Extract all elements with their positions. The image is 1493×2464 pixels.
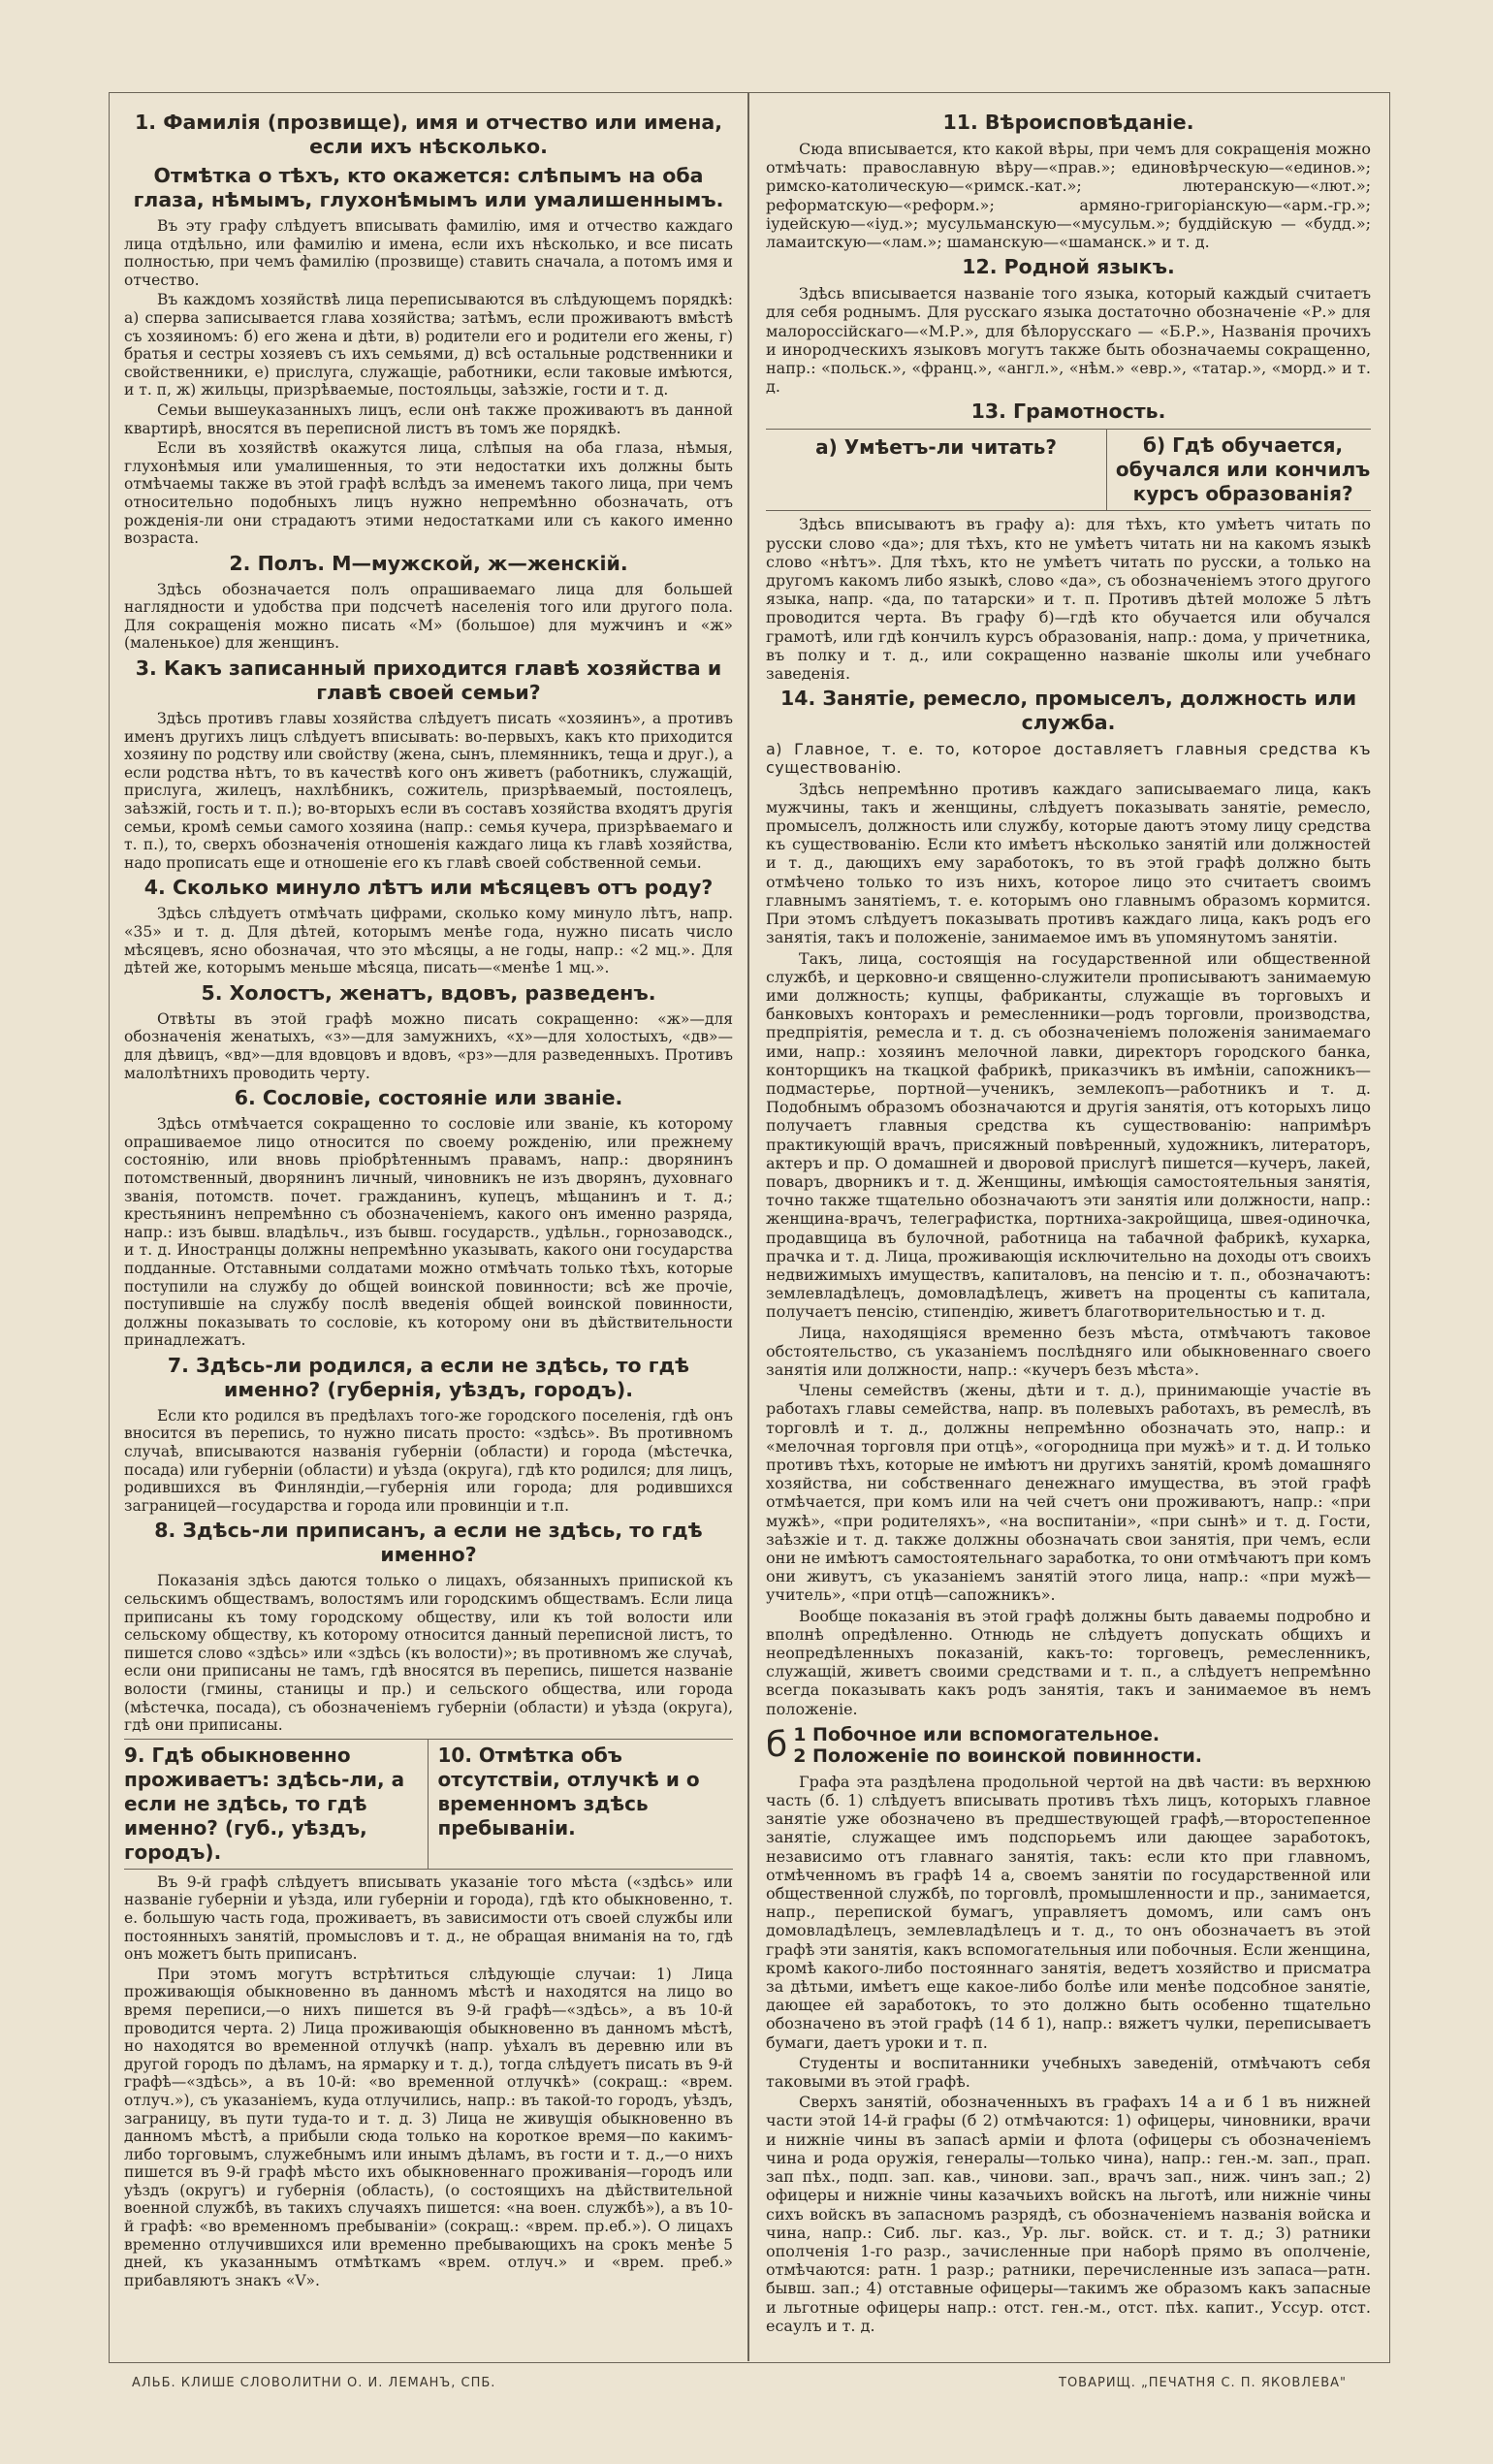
section-7-paragraph: Если кто родился въ предѣлахъ того-же городского поселенія, гдѣ онъ вносится въ перепись, то нужно писать просто: «здѣсь». Въ противномъ случаѣ, вписываются названія губерніи (области) и города (мѣстечка, посада) или губерніи (области) и уѣзда (округа), гдѣ кто родился; для лицъ, родившихся въ Финляндіи,—губернія или города; для родившихся заграницей—государства и города или провинціи и т.п. <box>124 1406 733 1515</box>
sections-9-10-header <box>124 1739 733 1870</box>
section-1-title: 1. Фамилія (прозвище), имя и отчество или имена, если ихъ нѣсколько. <box>135 111 722 158</box>
section-2-paragraph: Здѣсь обозначается полъ опрашиваемаго лица для большей наглядности и удобства при подсчетѣ населенія того или другого пола. Для сокращенія можно писать «М» (большое) для мужчинъ и «ж» (маленькое) для женщинъ. <box>124 580 733 653</box>
section-13-title: 13. Грамотность. <box>970 400 1166 424</box>
section-14-paragraph: Такъ, лица, состоящія на государственной или общественной службѣ, и церковно-и священно-служители прописываютъ занимаемую ими должность; купцы, фабриканты, служащіе въ торговыхъ и банковыхъ конторахъ и ремесленники—родъ торговли, производства, предпріятія, ремесла и т. д. съ обозначеніемъ положенія занимаемаго ими, напр.: хозяинъ мелочной лавки, директоръ городского банка, конторщикъ на ткацкой фабрикѣ, приказчикъ въ имѣніи, сапожникъ—подмастерье, портной—ученикъ, землекопъ—работникъ и т. д. Подобнымъ образомъ обозначаются и другія занятія, отъ которыхъ лицо получаетъ главныя средства къ существованію: напримѣръ практикующій врачъ, присяжный повѣренный, художникъ, литераторъ, актеръ и пр. О домашней и дворовой прислугѣ пишется—кучеръ, лакей, поваръ, дворникъ и т. д. Женщины, имѣющія самостоятельныя занятія, точно также тщательно обозначаютъ эти занятія или должности, напр.: женщина-врачъ, телеграфистка, портниха-закройщица, швея-одиночка, продавщица въ булочной, работница на табачной фабрикѣ, кухарка, прачка и т. д. Лица, проживающія исключительно на доходы отъ своихъ недвижимыхъ имуществъ, капиталовъ, на пенсію и т. п., обозначаютъ: землевладѣлецъ, домовладѣлецъ, живетъ на проценты съ капитала, получаетъ пенсію, стипендію, живетъ благотворительностью и т. д. <box>766 948 1371 1322</box>
section-1-paragraph: Семьи вышеуказанныхъ лицъ, если онѣ также проживаютъ въ данной квартирѣ, вносятся въ переписной листъ въ томъ же порядкѣ. <box>124 400 733 437</box>
section-1-paragraph: Въ эту графу слѣдуетъ вписывать фамилію, имя и отчество каждаго лица отдѣльно, или фамилію и имена, если ихъ нѣсколько, и все писать полностью, при чемъ фамилію (прозвище) ставить сначала, а потомъ имя и отчество. <box>124 217 733 289</box>
column-divider <box>747 92 749 2361</box>
section-14-paragraph: Члены семействъ (жены, дѣти и т. д.), принимающіе участіе въ работахъ главы семейства, напр. въ полевыхъ работахъ, въ ремеслѣ, въ торговлѣ и т. д., должны непремѣнно обозначать это, напр.: и «мелочная торговля при отцѣ», «огородница при мужѣ» и т. д. И только противъ тѣхъ, которые не имѣютъ ни другихъ занятій, кромѣ домашняго хозяйства, ни собственнаго денежнаго имущества, въ этой графѣ отмѣчается, при комъ или на чей счетъ они проживаютъ, напр.: «при мужѣ», «при родителяхъ», «на воспитаніи», «при сынѣ» и т. д. Гости, заѣзжіе и т. д. также должны обозначать свои занятія, при чемъ, если они не имѣютъ самостоятельнаго заработка, то они отмѣчаютъ при комъ они живутъ, съ указаніемъ занятій этого лица, напр.: «при мужѣ—учитель», «при отцѣ—сапожникъ». <box>766 1381 1371 1605</box>
section-9-title: 9. Гдѣ обыкновенно проживаетъ: здѣсь-ли, а если не здѣсь, то гдѣ именно? (губ., уѣздъ, городъ). <box>124 1743 405 1864</box>
section-14a-subtitle: а) Главное, т. е. то, которое доставляетъ главныя средства къ существованію. <box>766 740 1371 778</box>
section-14b-subheaders <box>766 1724 1371 1767</box>
section-5-title: 5. Холостъ, женатъ, вдовъ, разведенъ. <box>201 980 656 1005</box>
section-14-title: 14. Занятіе, ремесло, промыселъ, должность или служба. <box>779 687 1357 735</box>
section-3-title: 3. Какъ записанный приходится главѣ хозяйства и главѣ своей семьи? <box>135 656 722 705</box>
section-9-paragraph: При этомъ могутъ встрѣтиться слѣдующіе случаи: 1) Лица проживающія обыкновенно въ данномъ мѣстѣ и находятся на лицо во время переписи,—о нихъ пишется въ 9-й графѣ—«здѣсь», а въ 10-й проводится черта. 2) Лица проживающія обыкновенно въ данномъ мѣстѣ, но находятся во временной отлучкѣ (напр. уѣхалъ въ деревню или въ другой городъ по дѣламъ, на ярмарку и т. д.), тогда слѣдуетъ писать въ 9-й графѣ—«здѣсь», а въ 10-й: «во временной отлучкѣ» (сокращ.: «врем. отлуч.»), съ указаніемъ, куда отлучились, напр.: въ такой-то городъ, уѣздъ, заграницу, въ пути туда-то и т. д. 3) Лица не живущія обыкновенно въ данномъ мѣстѣ, а прибыли сюда только на короткое время—по какимъ-либо торговымъ, служебнымъ или инымъ дѣламъ, въ гости и т. д.,—о нихъ пишется въ 9-й графѣ мѣсто ихъ обыкновеннаго проживанія—городъ или уѣздъ (округъ) и губернія (область), (о состоящихъ на дѣйствительной военной службѣ, въ такихъ случаяхъ пишется: «на воен. службѣ»), а въ 10-й графѣ: «во временномъ пребываніи» (сокращ.: «врем. пр.еб.»). О лицахъ временно отлучившихся или временно пребывающихъ на срокъ менѣе 5 дней, къ указаннымъ отмѣткамъ «врем. отлуч.» и «врем. преб.» прибавляютъ знакъ «V». <box>124 1965 733 2289</box>
section-5-paragraph: Отвѣты въ этой графѣ можно писать сокращенно: «ж»—для обозначенія женатыхъ, «з»—для замужнихъ, «х»—для холостыхъ, «дв»—для дѣвицъ, «вд»—для вдовцовъ и вдовъ, «рз»—для разведенныхъ. Противъ малолѣтнихъ проводить черту. <box>124 1009 733 1082</box>
section-14-paragraph: Вообще показанія въ этой графѣ должны быть даваемы подробно и вполнѣ опредѣленно. Отнюдь не слѣдуетъ допускать общихъ и неопредѣленныхъ показаній, какъ-то: торговецъ, ремесленникъ, служащій, живетъ своими средствами и т. п., а слѣдуетъ непремѣнно всегда показывать какъ родъ занятія, такъ и занимаемое въ немъ положеніе. <box>766 1606 1371 1718</box>
section-12-paragraph: Здѣсь вписывается названіе того языка, который каждый считаетъ для себя роднымъ. Для русскаго языка достаточно обозначеніе «Р.» для малороссійскаго—«М.Р.», для бѣлорусскаго — «Б.Р.», Названія прочихъ и инородческихъ языковъ могутъ также быть обозначаемы сокращенно, напр.: «польск.», «франц.», «англ.», «нѣм.» «евр.», «татар.», «морд.» и т. д. <box>766 284 1371 397</box>
right-column <box>766 107 1371 2354</box>
section-8-title: 8. Здѣсь-ли приписанъ, а если не здѣсь, то гдѣ именно? <box>154 1519 703 1567</box>
section-14b1-title: 1 Побочное или вспомогательное. <box>793 1723 1160 1745</box>
section-8-paragraph: Показанія здѣсь даются только о лицахъ, обязанныхъ припиской къ сельскимъ обществамъ, волостямъ или городскимъ обществамъ. Если лица приписаны къ тому городскому обществу, или къ той волости или сельскому обществу, къ которому относится данный переписной листъ, то пишется слово «здѣсь» или «здѣсь (къ волости)»; въ противномъ же случаѣ, если они приписаны не тамъ, гдѣ вносятся въ перепись, пишется названіе волости (гмины, станицы и пр.) и сельского общества, или города (мѣстечка, посада), съ обозначеніемъ губерніи (области) и уѣзда (округа), гдѣ они приписаны. <box>124 1572 733 1735</box>
section-13a-title: а) Умѣетъ-ли читать? <box>815 435 1058 460</box>
section-7-title: 7. Здѣсь-ли родился, а если не здѣсь, то гдѣ именно? (губернія, уѣздъ, городъ). <box>167 1353 690 1401</box>
section-14-paragraph: Лица, находящіяся временно безъ мѣста, отмѣчаютъ таковое обстоятельство, съ указаніемъ послѣдняго или обыкновеннаго своего занятія или должности, напр.: «кучеръ безъ мѣста». <box>766 1323 1371 1379</box>
section-14b-paragraph: Студенты и воспитанники учебныхъ заведеній, отмѣчаютъ себя таковыми въ этой графѣ. <box>766 2053 1371 2092</box>
section-14-paragraph: Здѣсь непремѣнно противъ каждаго записываемаго лица, какъ мужчины, такъ и женщины, слѣдуетъ показывать занятіе, ремесло, промыселъ, должность или службу, которые даютъ этому лицу средства къ существованію. Если кто имѣетъ нѣсколько занятій или должностей и т. д., дающихъ ему заработокъ, то въ этой графѣ должно быть отмѣчено только то изъ нихъ, которое лицо это считаетъ своимъ главнымъ занятіемъ, т. е. которымъ оно главнымъ образомъ кормится. При этомъ слѣдуетъ показывать противъ каждаго лица, какъ родъ его занятія, такъ и положеніе, занимаемое имъ въ упомянутомъ занятіи. <box>766 779 1371 947</box>
section-14b2-title: 2 Положеніе по воинской повинности. <box>793 1744 1202 1767</box>
section-14b-paragraph: Сверхъ занятій, обозначенныхъ въ графахъ 14 а и б 1 въ нижней части этой 14-й графы (б 2) отмѣчаются: 1) офицеры, чиновники, врачи и нижніе чины въ запасѣ арміи и флота (офицеры съ обозначеніемъ чина и рода оружія, генералы—только чина), напр.: ген.-м. зап., прап. зап пѣх., подп. зап. кав., чинови. зап., врачъ зап., ниж. чинъ зап.; 2) офицеры и нижніе чины казачьихъ войскъ на льготѣ, или нижніе чины сихъ войскъ въ запасномъ разрядѣ, съ обозначеніемъ названія войска и чина, напр.: Сиб. льг. каз., Ур. льг. войск. ст. и т. д.; 3) ратники ополченія 1-го разр., зачисленные при наборѣ прямо въ ополченіе, отмѣчаются: ратн. 1 разр.; ратники, перечисленные изъ запаса—ратн. бывш. зап.; 4) отставные офицеры—такимъ же образомъ какъ запасные и льготные офицеры напр.: отст. ген.-м., отст. пѣх. капит., Уссур. отст. есаулъ и т. д. <box>766 2093 1371 2335</box>
section-6-title: 6. Сословіе, состояніе или званіе. <box>234 1086 623 1110</box>
section-1-paragraph: Если въ хозяйствѣ окажутся лица, слѣпыя на оба глаза, нѣмыя, глухонѣмыя или умалишенныя, то эти недостатки ихъ должны быть отмѣчаемы также въ этой графѣ вслѣдъ за именемъ такого лица, при чемъ относительно подобныхъ лицъ нужно непремѣнно обозначать, отъ рожденія-ли они страдаютъ этими недостатками или съ какого именно возраста. <box>124 439 733 548</box>
left-column <box>124 107 733 2354</box>
section-13b-title: б) Гдѣ обучается, обучался или кончилъ курсъ образованія? <box>1115 433 1371 506</box>
section-11-title: 11. Вѣроисповѣданіе. <box>942 111 1194 134</box>
section-13-paragraph: Здѣсь вписываютъ въ графу а): для тѣхъ, кто умѣетъ читать по русски слово «да»; для тѣхъ, кто не умѣетъ читать ни на какомъ языкѣ слово «нѣтъ». Для тѣхъ, кто не умѣетъ читать по русски, а только на другомъ какомъ либо языкѣ, слово «да», съ обозначеніемъ этого другого языка, напр. «да, по татарски» и т. п. Противъ дѣтей моложе 5 лѣтъ проводится черта. Въ графу б)—гдѣ кто обучается или обучался грамотѣ, или гдѣ кончилъ курсъ образованія, напр.: дома, у причетника, въ полку и т. д., или сокращенно названіе школы или учебнаго заведенія. <box>766 515 1371 684</box>
section-4-paragraph: Здѣсь слѣдуетъ отмѣчать цифрами, сколько кому минуло лѣтъ, напр. «35» и т. д. Для дѣтей, которымъ менѣе года, нужно писать число мѣсяцевъ, ясно обозначая, что это мѣсяцы, а не годы, напр.: «2 мц.». Для дѣтей же, которымъ меньше мѣсяца, писать—«менѣе 1 мц.». <box>124 905 733 977</box>
section-2-title: 2. Полъ. М—мужской, ж—женскій. <box>229 551 628 575</box>
section-1-paragraph: Въ каждомъ хозяйствѣ лица переписываются въ слѣдующемъ порядкѣ: а) сперва записывается глава хозяйства; затѣмъ, если проживаютъ вмѣстѣ съ хозяиномъ: б) его жена и дѣти, в) родители его и родители его жены, г) братья и сестры хозяевъ съ ихъ семьями, д) всѣ остальные родственники и свойственники, е) прислуга, служащіе, работники, если таковые имѣются, и т. п, ж) жильцы, призрѣваемые, постояльцы, заѣзжіе, гости и т. д. <box>124 291 733 400</box>
section-10-title: 10. Отмѣтка объ отсутствіи, отлучкѣ и о временномъ здѣсь пребываніи. <box>437 1743 700 1840</box>
printer-imprint-left: АЛЬБ. КЛИШЕ СЛОВОЛИТНИ О. И. ЛЕМАНЪ, СПБ. <box>132 2376 496 2390</box>
section-11-paragraph: Сюда вписывается, кто какой вѣры, при чемъ для сокращенія можно отмѣчать: православную вѣру—«прав.»; единовѣрческую—«единов.»; римско-католическую—«римск.-кат.»; лютеранскую—«лют.»; реформатскую—«реформ.»; армяно-григоріанскую—«арм.-гр.»; іудейскую—«іуд.»; мусульманскую—«мусульм.»; буддійскую — «будд.»; ламаитскую—«лам.»; шаманскую—«шаманск.» и т. д. <box>766 140 1371 252</box>
section-14b-paragraph: Графа эта раздѣлена продольной чертой на двѣ части: въ верхнюю часть (б. 1) слѣдуетъ вписывать противъ тѣхъ лицъ, которыхъ главное занятіе уже обозначено въ предшествующей графѣ,—второстепенное занятіе, служащее имъ подспорьемъ или дающее заработокъ, независимо отъ главнаго занятія, такъ: если кто при главномъ, отмѣченномъ въ графѣ 14 а, своемъ занятіи по государственной или общественной службѣ, по торговлѣ, промышленности и пр., занимается, напр., перепиской бумагъ, управляетъ домомъ, или самъ онъ домовладѣлецъ, землевладѣлецъ и т. д., то онъ обозначаетъ въ этой графѣ эти занятія, какъ вспомогательныя или побочныя. Если женщина, кромѣ какого-либо постояннаго занятія, ведетъ хозяйство и присматра за дѣтьми, имѣетъ еще какое-либо болѣе или менѣе подсобное занятіе, дающее ей заработокъ, то это должно быть особенно тщательно обозначено въ этой графѣ (14 б 1), напр.: вяжетъ чулки, переписываетъ бумаги, даетъ уроки и т. п. <box>766 1772 1371 2052</box>
section-12-title: 12. Родной языкъ. <box>962 255 1175 279</box>
section-3-paragraph: Здѣсь противъ главы хозяйства слѣдуетъ писать «хозяинъ», а противъ именъ другихъ лицъ слѣдуетъ вписывать: во-первыхъ, какъ кто приходится хозяину по родству или свойству (жена, сынъ, племянникъ, теща и друг.), а если родства нѣтъ, то въ качествѣ кого онъ живетъ (работникъ, служащій, прислуга, жилецъ, нахлѣбникъ, сожитель, призрѣваемый, постоялецъ, заѣзжій, гость и т. п.); во-вторыхъ если въ составъ хозяйства входятъ другія семьи, кромѣ семьи самого хозяина (напр.: семья кучера, призрѣваемаго и т. п.), то, сверхъ обозначенія отношенія каждаго лица къ главѣ хозяйства, надо прописать еще и отношеніе его къ главѣ своей собственной семьи. <box>124 710 733 872</box>
section-6-paragraph: Здѣсь отмѣчается сокращенно то сословіе или званіе, къ которому опрашиваемое лицо относится по своему рожденію, или прежнему состоянію, или вновь пріобрѣтеннымъ правамъ, напр.: дворянинъ потомственный, дворянинъ личный, чиновникъ не изъ дворянъ, духовнаго званія, потомств. почет. гражданинъ, купецъ, мѣщанинъ и т. д.; крестьянинъ непремѣнно съ обозначеніемъ, какого онъ именно разряда, напр.: изъ бывш. владѣльч., изъ бывш. государств., удѣльн., горнозаводск., и т. д. Иностранцы должны непремѣнно указывать, какого они государства подданные. Отставными солдатами можно отмѣчать только тѣхъ, которые поступили на службу до общей воинской повинности; всѣ же прочіе, поступившіе на службу послѣ введенія общей воинской повинности, должны показывать то сословіе, къ которому они въ дѣйствительности принадлежатъ. <box>124 1115 733 1350</box>
section-1-subtitle: Отмѣтка о тѣхъ, кто окажется: слѣпымъ на оба глаза, нѣмымъ, глухонѣмымъ или умалишеннымъ. <box>133 164 724 211</box>
brace-glyph: б <box>766 1724 788 1765</box>
printer-imprint-right: ТОВАРИЩ. „ПЕЧАТНЯ С. П. ЯКОВЛЕВА" <box>1059 2376 1348 2390</box>
section-4-title: 4. Сколько минуло лѣтъ или мѣсяцевъ отъ роду? <box>143 876 714 900</box>
section-13-subheader <box>766 429 1371 511</box>
section-9-paragraph: Въ 9-й графѣ слѣдуетъ вписывать указаніе того мѣста («здѣсь» или названіе губерніи и уѣзда, или губерніи и города), гдѣ кто обыкновенно, т. е. большую часть года, проживаетъ, въ зависимости отъ своей службы или постоянныхъ занятій, промысловъ и т. д., не обращая вниманія на то, гдѣ онъ можетъ быть приписанъ. <box>124 1872 733 1964</box>
